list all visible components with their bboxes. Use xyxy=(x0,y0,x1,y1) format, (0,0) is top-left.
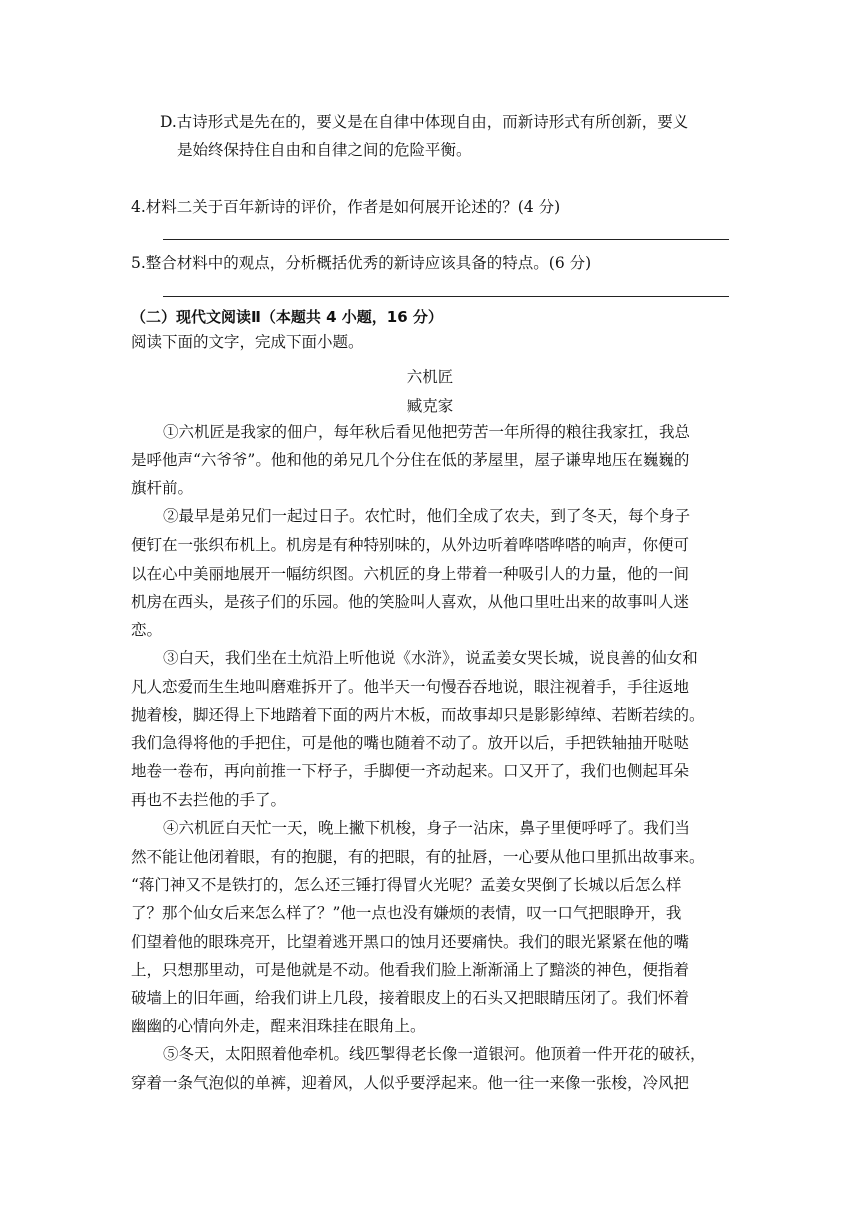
article-line: ③白天，我们坐在土炕沿上听他说《水浒》，说孟姜女哭长城，说良善的仙女和 xyxy=(163,649,698,667)
option-d-line-1: D.古诗形式是先在的，要义是在自律中体现自由，而新诗形式有所创新，要义 xyxy=(160,113,689,131)
article-title: 六机匠 xyxy=(406,368,454,386)
section-heading: （二）现代文阅读Ⅱ（本题共 4 小题，16 分） xyxy=(131,308,443,326)
article-line: 旗杆前。 xyxy=(131,479,194,497)
article-line: 穿着一条气泡似的单裤，迎着风，人似乎要浮起来。他一往一来像一张梭，冷风把 xyxy=(131,1074,690,1092)
article-line: 以在心中美丽地展开一幅纺织图。六机匠的身上带着一种吸引人的力量，他的一间 xyxy=(131,565,690,583)
article-line: ①六机匠是我家的佃户，每年秋后看见他把劳苦一年所得的粮往我家扛，我总 xyxy=(163,423,691,441)
article-line: “蒋门神又不是铁打的，怎么还三锤打得冒火光呢？孟姜女哭倒了长城以后怎么样 xyxy=(131,876,682,894)
article-line: 便钉在一张织布机上。机房是有种特别味的，从外边听着哗嗒哗嗒的响声，你便可 xyxy=(131,536,690,554)
article-author: 臧克家 xyxy=(406,397,454,415)
article-line: 破墙上的旧年画，给我们讲上几段，接着眼皮上的石头又把眼睛压闭了。我们怀着 xyxy=(131,989,690,1007)
section-instruction: 阅读下面的文字，完成下面小题。 xyxy=(131,333,364,351)
answer-line-4[interactable] xyxy=(163,239,729,240)
article-line: 恋。 xyxy=(131,621,163,639)
question-5: 5.整合材料中的观点，分析概括优秀的新诗应该具备的特点。(6 分) xyxy=(131,254,592,272)
article-line: ④六机匠白天忙一天，晚上撇下机梭，身子一沾床，鼻子里便呼呼了。我们当 xyxy=(163,819,691,837)
article-line: 抛着梭，脚还得上下地踏着下面的两片木板，而故事却只是影影绰绰、若断若续的。 xyxy=(131,706,705,724)
article-line: 上，只想那里动，可是他就是不动。他看我们脸上渐渐涌上了黯淡的神色，便指着 xyxy=(131,961,690,979)
article-line: ②最早是弟兄们一起过日子。农忙时，他们全成了农夫，到了冬天，每个身子 xyxy=(163,507,691,525)
article-line: 然不能让他闭着眼，有的抱腿，有的把眼，有的扯唇，一心要从他口里抓出故事来。 xyxy=(131,848,705,866)
article-line: 是呼他声“六爷爷”。他和他的弟兄几个分住在低的茅屋里，屋子谦卑地压在巍巍的 xyxy=(131,451,690,469)
answer-line-5[interactable] xyxy=(163,296,729,297)
article-line: 们望着他的眼珠亮开，比望着逃开黑口的蚀月还要痛快。我们的眼光紧紧在他的嘴 xyxy=(131,933,690,951)
option-d-line-2: 是始终保持住自由和自律之间的危险平衡。 xyxy=(177,141,472,159)
article-line: 机房在西头，是孩子们的乐园。他的笑脸叫人喜欢，从他口里吐出来的故事叫人迷 xyxy=(131,593,690,611)
article-line: 了？那个仙女后来怎么样了？”他一点也没有嫌烦的表情，叹一口气把眼睁开，我 xyxy=(131,904,682,922)
article-line: 凡人恋爱而生生地叫磨难拆开了。他半天一句慢吞吞地说，眼注视着手，手往返地 xyxy=(131,678,690,696)
article-line: 再也不去拦他的手了。 xyxy=(131,791,287,809)
article-line: ⑤冬天，太阳照着他牵机。线匹掣得老长像一道银河。他顶着一件开花的破袄， xyxy=(163,1045,706,1063)
article-line: 幽幽的心情向外走，酲来泪珠挂在眼角上。 xyxy=(131,1017,426,1035)
article-line: 我们急得将他的手把住，可是他的嘴也随着不动了。放开以后，手把铁轴抽开哒哒 xyxy=(131,734,690,752)
article-line: 地卷一卷布，再向前推一下杼子，手脚便一齐动起来。口又开了，我们也侧起耳朵 xyxy=(131,762,690,780)
question-4: 4.材料二关于百年新诗的评价，作者是如何展开论述的？(4 分) xyxy=(131,198,561,216)
